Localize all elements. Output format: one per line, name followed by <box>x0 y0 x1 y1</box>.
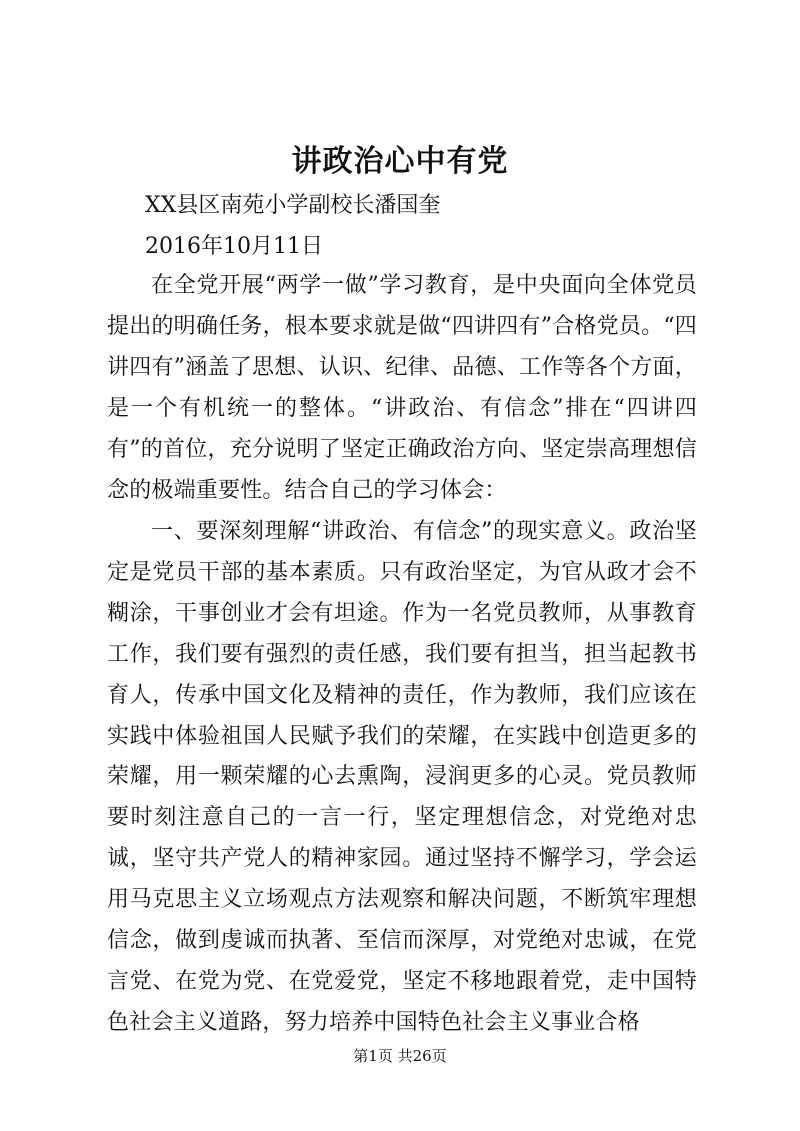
body-paragraph: 一、要深刻理解“讲政治、有信念”的现实意义。政治坚定是党员干部的基本素质。只有政治坚定，为官从政才会不糊涂，干事创业才会有坦途。作为一名党员教师，从事教育工作，我们要有强烈的责任感，我们要有担当，担当起教书育人，传承中国文化及精神的责任，作为教师，我们应该在实践中体验祖国人民赋予我们的荣耀，在实践中创造更多的荣耀，用一颗荣耀的心去熏陶，浸润更多的心灵。党员教师要时刻注意自己的一言一行，坚定理想信念，对党绝对忠诚，坚守共产党人的精神家园。通过坚持不懈学习，学会运用马克思主义立场观点方法观察和解决问题，不断筑牢理想信念，做到虔诚而执著、至信而深厚，对党绝对忠诚，在党言党、在党为党、在党爱党，坚定不移地跟着党，走中国特色社会主义道路，努力培养中国特色社会主义事业合格 <box>107 519 697 1035</box>
document-title: 讲政治心中有党 <box>291 144 509 179</box>
date-line: 2016年10月11日 <box>145 234 323 259</box>
page-number: 第1页 共26页 <box>353 1047 447 1065</box>
body-paragraph: 在全党开展“两学一做”学习教育，是中央面向全体党员提出的明确任务，根本要求就是做“四讲四有”合格党员。“四讲四有”涵盖了思想、认识、纪律、品德、工作等各个方面，是一个有机统一的整体。“讲政治、有信念”排在“四讲四有”的首位，充分说明了坚定正确政治方向、坚定崇高理想信念的极端重要性。结合自己的学习体会： <box>107 273 697 503</box>
author-line: XX县区南苑小学副校长潘国奎 <box>145 193 441 218</box>
